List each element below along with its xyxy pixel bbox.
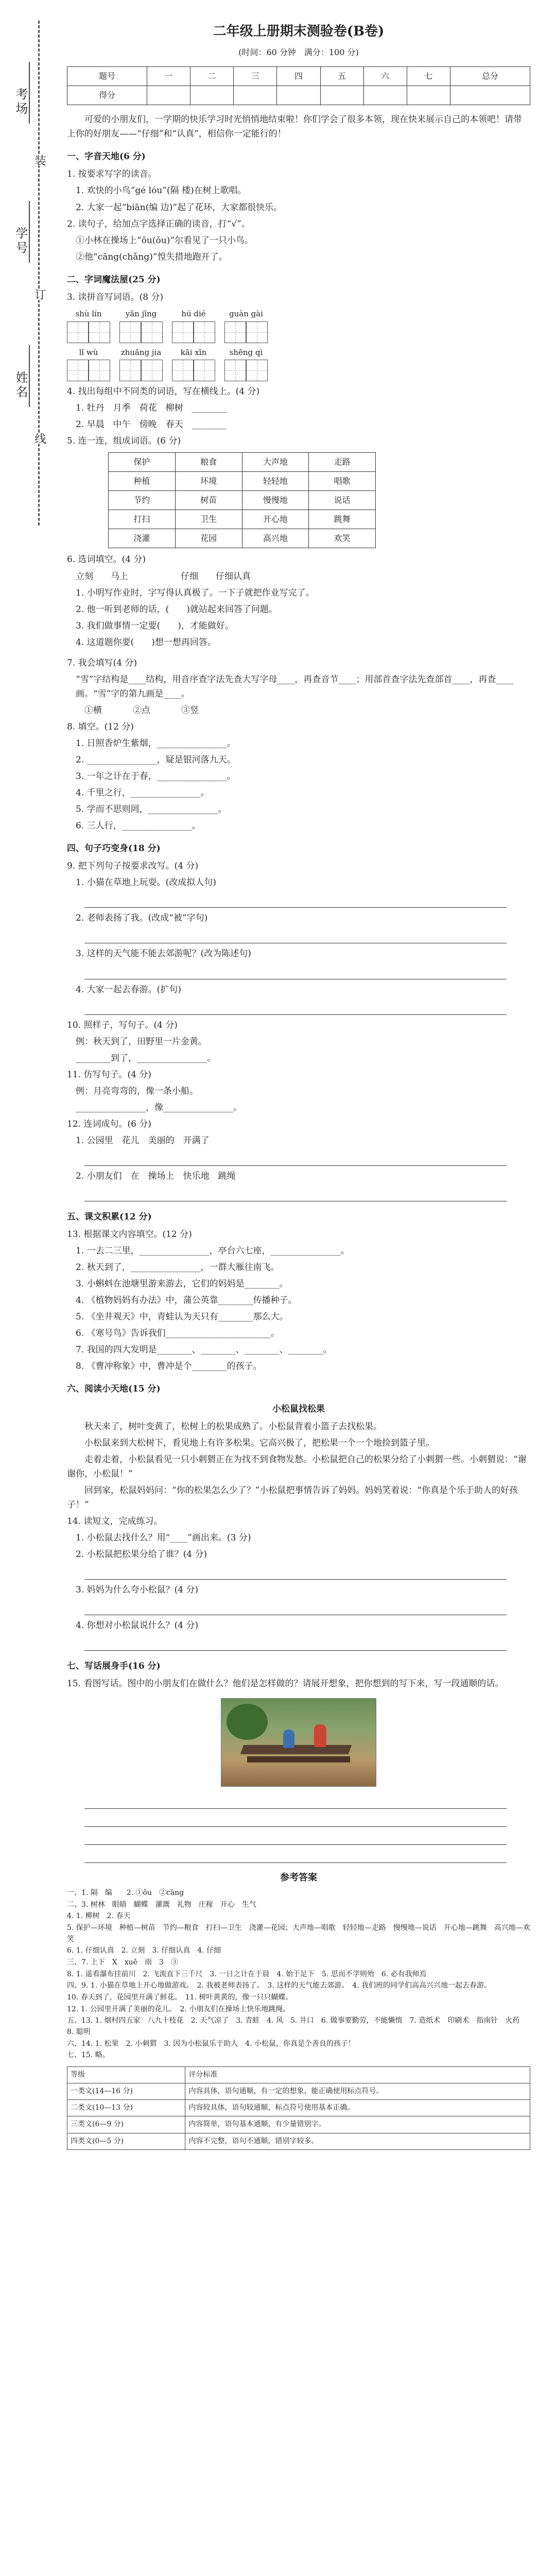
question-8f: 6. 三人行，________________。: [76, 821, 201, 832]
match-row: [109, 472, 376, 491]
question-5: 5. 连一连，组成词语。(6 分): [67, 436, 181, 447]
question-4: 4. 找出每组中不同类的词语，写在横线上。(4 分): [67, 386, 260, 397]
grading-row: [67, 2083, 530, 2100]
pinyin-text: guàn gài: [229, 309, 263, 318]
match-cell[interactable]: 唱歌: [309, 472, 376, 491]
student-number-line: [29, 201, 30, 263]
pinyin-text: kāi xīn: [180, 347, 207, 357]
writing-line[interactable]: [84, 1830, 507, 1845]
pinyin-text: zhuāng jia: [120, 347, 162, 357]
question-8e: 5. 学而不思则罔，________________。: [76, 804, 227, 815]
question-6-options: 立刻 马上 仔细 仔细认真: [76, 571, 251, 582]
score-cell[interactable]: [234, 86, 277, 105]
exam-room-label: 考场: [13, 88, 28, 116]
question-13g: 7. 我国的四大发明是________、________、________、________。: [76, 1345, 332, 1355]
dash-word-1: 装: [31, 155, 47, 166]
tianzige-boxes[interactable]: [172, 321, 215, 343]
match-cell[interactable]: 浇灌: [109, 529, 176, 548]
match-cell[interactable]: 开心地: [242, 510, 309, 529]
question-13d: 4. 《植物妈妈有办法》中，蒲公英靠________传播种子。: [76, 1295, 297, 1306]
dash-word-2: 订: [31, 289, 47, 300]
question-13: 13. 根据课文内容填空。(12 分): [67, 1229, 192, 1240]
score-header-row: [67, 67, 530, 86]
match-cell[interactable]: 节约: [109, 491, 176, 510]
grading-table: [67, 2066, 530, 2149]
pinyin-text: shù lín: [75, 309, 102, 318]
question-1: 1. 按要求写字的读音。: [67, 169, 157, 180]
answer-line[interactable]: [84, 928, 507, 943]
bench-shape: [240, 1745, 352, 1754]
answer-item: 8. 1. 遥看瀑布挂前川 2. 飞流直下三千尺 3. 一日之计在于晨 4. 始于足下 5. 思而不学则殆 6. 必有我师焉: [67, 1970, 427, 1978]
pinyin-item: [224, 308, 268, 343]
question-6: 6. 选词填空。(4 分): [67, 554, 146, 565]
match-cell[interactable]: 粮食: [175, 453, 242, 472]
match-cell[interactable]: 树苗: [175, 491, 242, 510]
name-label: 姓名: [13, 371, 28, 400]
question-12b: 2. 小朋友们 在 操场上 快乐地 跳绳: [76, 1171, 236, 1181]
grading-cell: 内容简单，语句基本通顺，有少量错别字。: [185, 2116, 530, 2133]
question-13e: 5. 《坐井观天》中，青蛙认为天只有________那么大。: [76, 1312, 288, 1323]
question-1b: 2. 大家一起“biān(编 边)”起了花环，大家都很快乐。: [76, 202, 283, 213]
pinyin-row-1: [67, 308, 530, 343]
question-8d: 4. 千里之行，________________。: [76, 788, 210, 799]
score-value-row: [67, 86, 530, 105]
question-1a: 1. 欢快的小鸟“gé lóu”(隔 楼)在树上歌唱。: [76, 185, 247, 196]
answer-line[interactable]: [84, 1187, 507, 1201]
pinyin-text: shēng qì: [229, 347, 263, 357]
score-table: [67, 66, 530, 105]
answer-line[interactable]: [84, 1636, 507, 1651]
match-cell[interactable]: 环境: [175, 472, 242, 491]
binding-margin: [0, 0, 57, 536]
score-cell: 题号: [67, 67, 147, 86]
tianzige-boxes[interactable]: [224, 360, 268, 381]
question-12: 12. 连词成句。(6 分): [67, 1118, 151, 1129]
section-2-title: 二、字词魔法屋(25 分): [67, 274, 161, 285]
question-8: 8. 填空。(12 分): [67, 721, 134, 732]
match-cell[interactable]: 轻轻地: [242, 472, 309, 491]
question-12a: 1. 公园里 花儿 美丽的 开满了: [76, 1135, 210, 1146]
child-figure: [283, 1730, 294, 1748]
exam-content: [67, 15, 530, 2155]
exam-subtitle: (时间：60 分钟 满分：100 分): [238, 47, 359, 57]
match-cell[interactable]: 慢慢地: [242, 491, 309, 510]
score-cell: 三: [234, 67, 277, 86]
tianzige-boxes[interactable]: [67, 321, 110, 343]
question-13c: 3. 小蝌蚪在池塘里游来游去，它们的妈妈是________。: [76, 1279, 288, 1290]
match-cell[interactable]: 说话: [309, 491, 376, 510]
answer-line[interactable]: [84, 1600, 507, 1615]
pinyin-item: [119, 346, 163, 382]
question-14: 14. 读短文，完成练习。: [67, 1516, 163, 1527]
question-13h: 8. 《曹冲称象》中，曹冲是个________的孩子。: [76, 1361, 262, 1372]
score-cell[interactable]: [407, 86, 450, 105]
match-cell[interactable]: 保护: [109, 453, 176, 472]
child-figure: [314, 1724, 326, 1747]
option: ①横: [84, 705, 102, 716]
answers-list: [67, 1888, 530, 2061]
match-row: [109, 529, 376, 548]
match-row: [109, 510, 376, 529]
question-4a: 1. 牡丹 月季 荷花 柳树 ________: [76, 403, 227, 414]
grading-row: [67, 2133, 530, 2149]
bench-shape: [247, 1756, 350, 1762]
section-7-title: 七、写话展身手(16 分): [67, 1661, 161, 1672]
grading-cell: 二类文(10—13 分): [67, 2100, 185, 2116]
section-4-title: 四、句子巧变身(18 分): [67, 843, 161, 854]
tianzige-boxes[interactable]: [119, 360, 163, 381]
pinyin-item: [119, 308, 163, 343]
tianzige-boxes[interactable]: [172, 360, 215, 381]
grading-cell: 等级: [67, 2067, 185, 2083]
question-11a: ________________，像________________。: [76, 1102, 242, 1113]
binding-dash-line: [38, 21, 40, 526]
question-14b: 2. 小松鼠把松果分给了谁？(4 分): [76, 1549, 207, 1560]
score-cell: 五: [320, 67, 363, 86]
question-7-options: [67, 703, 530, 718]
question-10a: ________到了，________________。: [76, 1053, 216, 1063]
reading-paragraph: 走着走着，小松鼠看见一只小刺猬正在为找不到食物发愁。小松鼠把自己的松果分给了小刺猬一些。小刺猬说：“谢谢你，小松鼠！”: [67, 1454, 527, 1479]
grading-cell: 内容不完整，语句不通顺，错别字较多。: [185, 2133, 530, 2149]
pinyin-item: [172, 346, 215, 382]
match-cell[interactable]: 欢笑: [309, 529, 376, 548]
match-cell[interactable]: 花园: [175, 529, 242, 548]
question-9a: 1. 小猫在草地上玩耍。(改成拟人句): [76, 877, 216, 888]
score-cell[interactable]: [363, 86, 407, 105]
score-cell[interactable]: [450, 86, 530, 105]
answer-line[interactable]: [84, 964, 507, 979]
score-cell: 总分: [450, 67, 530, 86]
option: ②点: [133, 705, 150, 716]
question-6b: 2. 他一听到老师的话，( )就站起来回答了问题。: [76, 604, 277, 615]
reading-paragraph: 回到家，松鼠妈妈问：“你的松果怎么少了？”小松鼠把事情告诉了妈妈。妈妈笑着说：“你真是个乐于助人的好孩子！”: [67, 1485, 518, 1510]
match-cell[interactable]: 卫生: [175, 510, 242, 529]
section-5-title: 五、课文积累(12 分): [67, 1211, 152, 1222]
answer-item: 4. 1. 柳树 2. 春天: [67, 1912, 131, 1921]
answer-line[interactable]: [84, 1000, 507, 1015]
question-9d: 4. 大家一起去春游。(扩句): [76, 984, 181, 995]
pinyin-row-2: [67, 346, 530, 382]
pinyin-text: lǐ wù: [79, 347, 98, 357]
question-2b: ②他“cāng(chǎng)”惶失措地跑开了。: [76, 251, 228, 262]
question-15: 15. 看图写话。图中的小朋友们在做什么？他们是怎样做的？请展开想象，把你想到的写下来，写一段通顺的话。: [67, 1679, 504, 1689]
dash-word-3: 线: [31, 433, 47, 444]
answer-item: 6. 1. 仔细认真 2. 立刻 3. 仔细认真 4. 仔细: [67, 1946, 221, 1955]
question-7-text: “雪”字结构是____结构，用音序查字法先查大写字母____，再查音节____；用部首查字法先查部首____，再查____画。“雪”字的第九画是____。: [76, 674, 514, 699]
question-6d: 4. 这道题你要( )想一想再回答。: [76, 637, 216, 648]
score-cell: 二: [190, 67, 234, 86]
question-11: 11. 仿写句子。(4 分): [67, 1069, 151, 1080]
question-14a: 1. 小松鼠去找什么？用“____”画出来。(3 分): [76, 1532, 251, 1543]
score-cell: 四: [277, 67, 320, 86]
pinyin-item: [172, 308, 215, 343]
match-row: [109, 491, 376, 510]
tianzige-boxes[interactable]: [119, 321, 163, 343]
answer-item: 四、9. 1. 小猫在草地上开心地做游戏。 2. 我被老师表扬了。 3. 这样的天气能去郊游。 4. 我们班的同学们高高兴兴地一起去春游。: [67, 1981, 492, 1990]
question-2a: ①小林在操场上“ōu(ǒu)”尔看见了一只小鸟。: [76, 235, 254, 246]
question-14d: 4. 你想对小松鼠说什么？(4 分): [76, 1620, 199, 1631]
question-6a: 1. 小明写作业时，字写得认真极了。一下子就把作业写完了。: [76, 587, 315, 598]
match-cell[interactable]: 打扫: [109, 510, 176, 529]
grading-row: [67, 2116, 530, 2133]
name-line: [29, 345, 30, 407]
question-13a: 1. 一去二三里，________________，亭台六七座，________________。: [76, 1246, 350, 1257]
question-4b: 2. 早晨 中午 傍晚 春天 ________: [76, 419, 227, 430]
answer-item: 5. 保护—环境 种植—树苗 节约—粮食 打扫—卫生 浇灌—花园；大声地—唱歌 轻轻地—走路 慢慢地—说话 开心地—跳舞 高兴地—欢笑: [67, 1923, 530, 1943]
answer-line[interactable]: [84, 893, 507, 908]
writing-line[interactable]: [84, 1848, 507, 1863]
writing-prompt-picture: [221, 1698, 376, 1787]
answer-item: 三、7. 上下 X xuě 雨 3 ③: [67, 1958, 178, 1967]
writing-line[interactable]: [84, 1794, 507, 1809]
grading-row: [67, 2100, 530, 2116]
question-9c: 3. 这样的天气能不能去郊游呢？(改为陈述句): [76, 948, 251, 959]
question-8a: 1. 日照香炉生紫烟，________________。: [76, 738, 236, 749]
section-6-title: 六、阅读小天地(15 分): [67, 1384, 161, 1395]
answer-item: 二、3. 树林 眼睛 蝴蝶 灌溉 礼物 庄稼 开心 生气: [67, 1900, 256, 1909]
match-cell[interactable]: 跳舞: [309, 510, 376, 529]
question-8c: 3. 一年之计在于春，________________。: [76, 771, 236, 782]
grading-cell: 四类文(0—5 分): [67, 2133, 185, 2149]
question-11-example: 例：月亮弯弯的，像一条小船。: [76, 1086, 198, 1096]
question-10-example: 例：秋天到了，田野里一片金黄。: [76, 1036, 207, 1047]
match-cell[interactable]: 种植: [109, 472, 176, 491]
question-3: 3. 读拼音写词语。(8 分): [67, 292, 164, 302]
grading-cell: 评分标准: [185, 2067, 530, 2083]
exam-room-line: [29, 62, 30, 124]
question-2: 2. 读句子，给加点字选择正确的读音，打“√”。: [67, 218, 250, 229]
tianzige-boxes[interactable]: [67, 360, 110, 381]
grading-cell: 内容较具体，语句较通顺，标点符号使用基本正确。: [185, 2100, 530, 2116]
reading-title: 小松鼠找松果: [272, 1403, 325, 1414]
match-cell[interactable]: 高兴地: [242, 529, 309, 548]
answer-item: 五、13. 1. 烟村四五家 八九十枝花 2. 天气凉了 3. 青蛙 4. 风 5. 井口 6. 做事要勤劳，不能懒惰 7. 造纸术 印刷术 指南针 火药 8. 聪明: [67, 2016, 527, 2037]
question-10: 10. 照样子，写句子。(4 分): [67, 1020, 178, 1030]
score-cell: 一: [147, 67, 190, 86]
score-cell: 七: [407, 67, 450, 86]
pinyin-item: [67, 308, 110, 343]
question-13f: 6. 《寒号鸟》告诉我们________________________。: [76, 1328, 280, 1339]
score-cell: 得分: [67, 86, 147, 105]
match-table: [108, 452, 376, 548]
grading-cell: 三类文(6—9 分): [67, 2116, 185, 2133]
score-cell: 六: [363, 67, 407, 86]
reading-paragraph: 秋天来了，树叶变黄了，松树上的松果成熟了。小松鼠背着小篮子去找松果。: [84, 1421, 382, 1432]
student-number-label: 学号: [13, 227, 28, 256]
answer-item: 10. 春天到了，花园里开满了鲜花。 11. 树叶黄黄的，像一只只蝴蝶。: [67, 1993, 293, 2002]
answer-item: 一、1. 隔 编 2. ①ǒu ②cāng: [67, 1888, 184, 1897]
grading-cell: 一类文(14—16 分): [67, 2083, 185, 2100]
pinyin-text: hú dié: [181, 309, 206, 318]
question-9b: 2. 老师表扬了我。(改成“被”字句): [76, 913, 208, 924]
reading-paragraph: 小松鼠来到大松树下，看见地上有许多松果。它高兴极了，把松果一个一个地捡到篮子里。: [84, 1437, 435, 1448]
question-6c: 3. 我们做事情一定要( )，才能做好。: [76, 620, 234, 631]
pinyin-item: [224, 346, 268, 382]
option: ③竖: [181, 705, 199, 716]
score-cell[interactable]: [190, 86, 234, 105]
grading-cell: 内容具体，语句通顺，有一定的想象，能正确使用标点符号。: [185, 2083, 530, 2100]
tianzige-boxes[interactable]: [224, 321, 268, 343]
question-7: 7. 我会填写(4 分): [67, 657, 137, 668]
tree-shape: [227, 1704, 268, 1740]
score-cell[interactable]: [277, 86, 320, 105]
match-cell[interactable]: 大声地: [242, 453, 309, 472]
answer-item: 12. 1. 公园里开满了美丽的花儿。 2. 小朋友们在操场上快乐地跳绳。: [67, 2005, 290, 2013]
score-cell[interactable]: [147, 86, 190, 105]
question-14c: 3. 妈妈为什么夸小松鼠？(4 分): [76, 1584, 199, 1595]
pinyin-text: yǎn jīng: [125, 309, 157, 318]
score-cell[interactable]: [320, 86, 363, 105]
question-13b: 2. 秋天到了，________________，一群大雁往南飞。: [76, 1262, 280, 1273]
answers-title: 参考答案: [280, 1872, 317, 1884]
answer-line[interactable]: [84, 1565, 507, 1580]
answer-item: 六、14. 1. 松果 2. 小刺猬 3. 因为小松鼠乐于助人 4. 小松鼠，你真是个善良的孩子！: [67, 2039, 355, 2048]
match-cell[interactable]: 走路: [309, 453, 376, 472]
writing-line[interactable]: [84, 1812, 507, 1827]
match-row: [109, 453, 376, 472]
grading-row: [67, 2067, 530, 2083]
preface: 可爱的小朋友们，一学期的快乐学习时光悄悄地结束啦！你们学会了很多本领，现在快来展示自己的本领吧！请带上你的好朋友——“仔细”和“认真”，相信你一定能行的！: [67, 114, 522, 140]
question-8b: 2. ________________，疑是银河落九天。: [76, 755, 236, 766]
question-9: 9. 把下列句子按要求改写。(4 分): [67, 861, 199, 872]
answer-item: 七、15. 略。: [67, 2051, 110, 2060]
exam-title: 二年级上册期末测验卷(B卷): [213, 24, 385, 39]
pinyin-item: [67, 346, 110, 382]
section-1-title: 一、字音天地(6 分): [67, 151, 146, 162]
answer-line[interactable]: [84, 1151, 507, 1166]
